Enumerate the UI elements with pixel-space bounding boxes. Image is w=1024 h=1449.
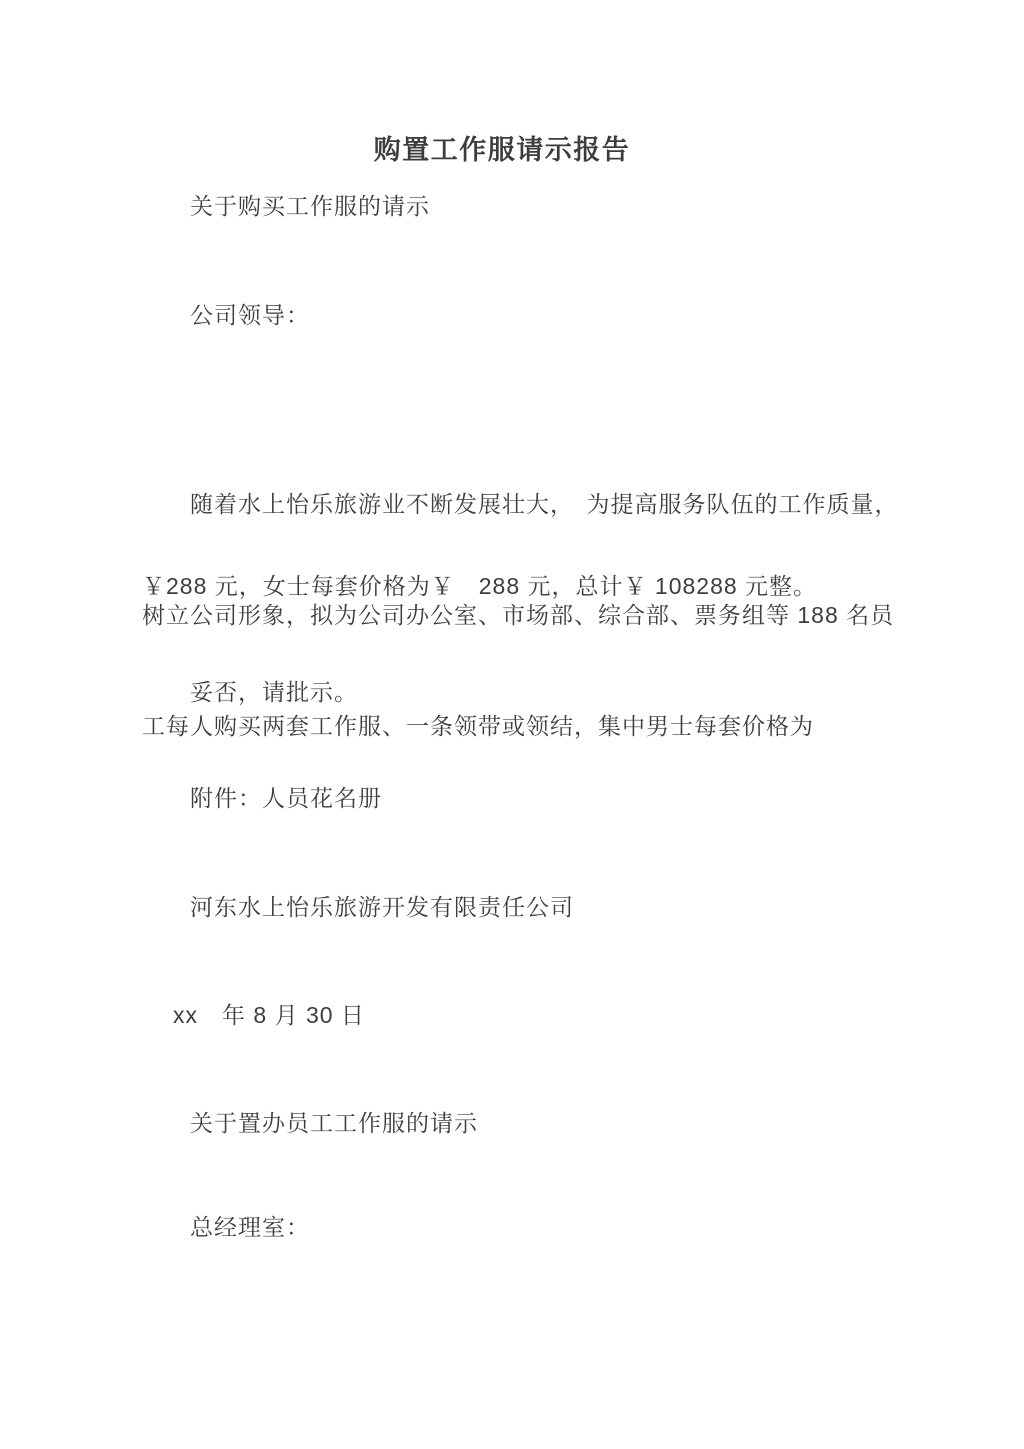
request-subtitle: 关于购买工作服的请示 (190, 193, 430, 219)
body-paragraph (142, 417, 899, 814)
document-title: 购置工作服请示报告 (373, 135, 631, 165)
salutation-company-leaders: 公司领导： (190, 302, 310, 328)
body-line-3: 工每人购买两套工作服、一条领带或领结，集中男士每套价格为 (142, 713, 814, 739)
body-line-1: 随着水上怡乐旅游业不断发展壮大， 为提高服务队伍的工作质量， (190, 491, 899, 517)
second-request-title: 关于置办员工工作服的请示 (190, 1110, 478, 1136)
body-line-2: 树立公司形象，拟为公司办公室、市场部、综合部、票务组等 188 名员 (142, 602, 895, 628)
attachment-line: 附件：人员花名册 (190, 785, 382, 811)
date-line: xx 年 8 月 30 日 (173, 1002, 365, 1028)
company-signature: 河东水上怡乐旅游开发有限责任公司 (190, 894, 574, 920)
salutation-general-manager-office: 总经理室： (190, 1214, 310, 1240)
approval-request-line: 妥否，请批示。 (190, 679, 358, 705)
price-total-line: ￥288 元，女士每套价格为￥ 288 元，总计￥ 108288 元整。 (142, 573, 818, 599)
